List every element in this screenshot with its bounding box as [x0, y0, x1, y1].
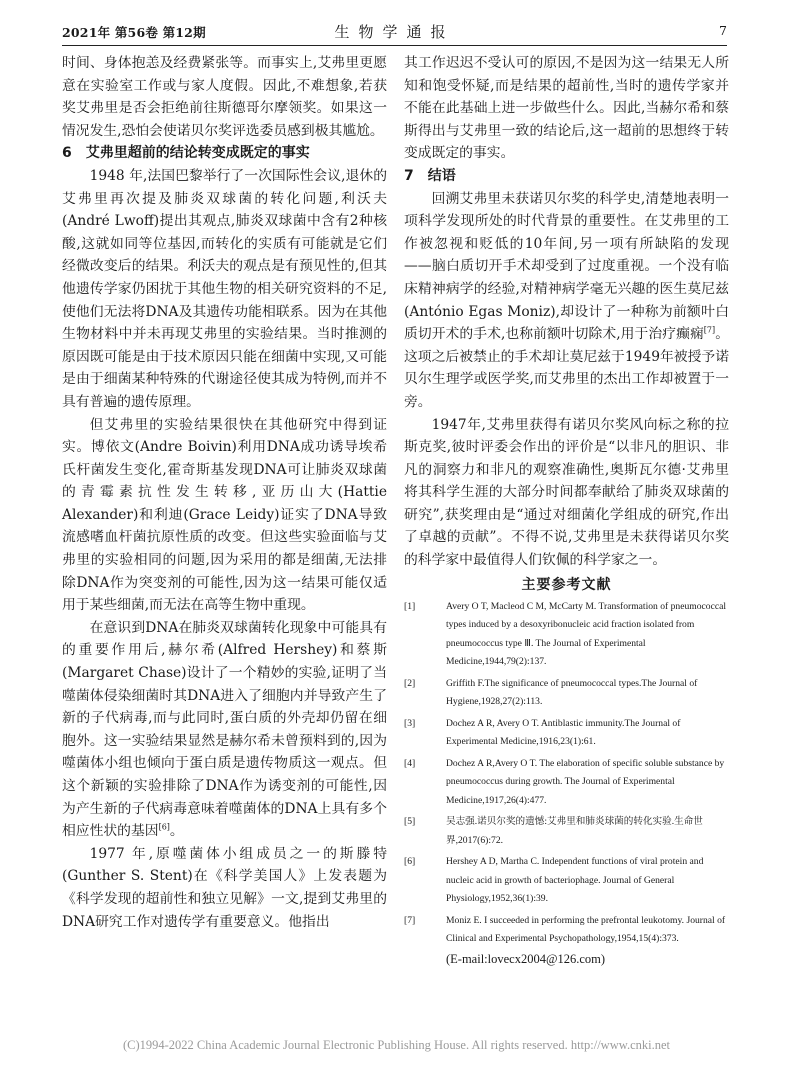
paragraph: 1977 年,原噬菌体小组成员之一的斯滕特(Gunther S. Stent)在《科学美国人》上发表题为《科学发现的超前性和独立见解》一文,提到艾弗里的DNA研究工作对遗传学有重要意义。他指出 [62, 845, 387, 930]
reference-text: Moniz E. I succeeded in performing the prefrontal leukotomy. Journal of Clinical and Experimental Psychopathology,1954,15(4):373. [446, 914, 726, 945]
reference-number: [6] [404, 856, 416, 868]
author-email: (E-mail:lovecx2004@126.com) [446, 951, 606, 966]
paragraph-end: 。这项之后被禁止的手术却让莫尼兹于1949年被授予诺贝尔生理学或医学奖,而艾弗里的杰出工作却被置于一旁。 [404, 326, 729, 410]
reference-number: [5] [404, 816, 416, 828]
reference-item [404, 853, 729, 909]
reference-text: Avery O T, Macleod C M, McCarty M. Transformation of pneumococcal types induced by a desoxyribonucleic acid fraction isolated from pneumococcus type Ⅲ. The Journal of Experimental Medicine,1944,79(2):137. [446, 600, 727, 668]
header-rule [62, 45, 727, 46]
paragraph: 但艾弗里的实验结果很快在其他研究中得到证实。博依文(Andre Boivin)利用DNA成功诱导埃希氏杆菌发生变化,霍奇斯基发现DNA可让肺炎双球菌的青霉素抗性发生转移,亚历山大(Hattie Alexander)和利迪(Grace Leidy)证实了DNA导致流感嗜血杆菌抗原性质的改变。但这些实验面临与艾弗里的实验相同的问题,因为采用的都是细菌,无法排除DNA作为突变剂的可能性,因为这一结果可能仅适用于某些细菌,而无法在高等生物中重现。 [62, 416, 387, 614]
reference-number: [3] [404, 717, 416, 729]
reference-text: Dochez A R,Avery O T. The elaboration of specific soluble substance by pneumococcus during growth. The Journal of Experimental Medicine,1917,26(4):477. [446, 757, 725, 806]
citation: [7] [703, 325, 716, 335]
left-column [62, 52, 387, 933]
copyright-footer: (C)1994-2022 China Academic Journal Electronic Publishing House. All rights reserved. http://www.cnki.net [122, 1038, 670, 1052]
section-heading-7: 7 结语 [404, 167, 456, 184]
section-heading-6: 6 艾弗里超前的结论转变成既定的事实 [62, 145, 310, 162]
reference-number: [1] [404, 600, 416, 612]
paragraph [404, 188, 729, 414]
paragraph: 1947年,艾弗里获得有诺贝尔奖风向标之称的拉斯克奖,彼时评委会作出的评价是“以非凡的胆识、非凡的洞察力和非凡的观察准确性,奥斯瓦尔德·艾弗里将其科学生涯的大部分时间都奉献给了肺炎双球菌的研究”,获奖理由是“通过对细菌化学组成的研究,作出了卓越的贡献”。不得不说,艾弗里是未获得诺贝尔奖的科学家中最值得人们钦佩的科学家之一。 [404, 416, 729, 569]
right-column [404, 52, 729, 967]
reference-text: Dochez A R, Avery O T. Antiblastic immunity.The Journal of Experimental Medicine,1916,23(1):61. [446, 717, 681, 748]
paragraph-end: 。 [169, 823, 184, 840]
reference-item [404, 813, 729, 850]
reference-list [404, 598, 729, 949]
journal-title: 生物学通报 [334, 23, 455, 41]
reference-number: [2] [404, 677, 416, 689]
references-heading: 主要参考文献 [521, 576, 612, 593]
issue-info: 2021年 第56卷 第12期 [62, 25, 206, 40]
paragraph-text: 回溯艾弗里未获诺贝尔奖的科学史,清楚地表明一项科学发现所处的时代背景的重要性。在艾弗里的工作被忽视和贬低的10年间,另一项有所缺陷的发现——脑白质切开手术却受到了过度重视。一个没有临床精神病学的经验,对精神病学毫无兴趣的医生莫尼兹(António Egas Moniz),却设计了一种称为前额叶白质切开术的手术,也称前额叶切除术,用于治疗癫痫 [404, 190, 729, 343]
reference-item [404, 912, 729, 949]
reference-number: [7] [404, 914, 416, 926]
paragraph: 1948 年,法国巴黎举行了一次国际性会议,退休的艾弗里再次提及肺炎双球菌的转化问题,利沃夫(André Lwoff)提出其观点,肺炎双球菌中含有2种核酸,这就如同等位基因,而转化的实质有可能就是它们经微改变后的结果。利沃夫的观点是有预见性的,但其他遗传学家仍困扰于其他生物的相关研究资料的不足,使他们无法将DNA及其遗传功能相联系。因为在其他生物材料中并未再现艾弗里的实验结果。当时推测的原因既可能是由于技术原因只能在细菌中实现,又可能是由于细菌某种特殊的代谢途径使其成为特例,而并不具有普遍的遗传原理。 [62, 167, 387, 410]
citation: [6] [158, 822, 170, 832]
reference-item [404, 755, 729, 811]
paragraph: 其工作迟迟不受认可的原因,不是因为这一结果无人所知和饱受怀疑,而是结果的超前性,当时的遗传学家并不能在此基础上进一步做些什么。因此,当赫尔希和蔡斯得出与艾弗里一致的结论后,这一超前的思想终于转变成既定的事实。 [404, 55, 729, 162]
paragraph: 时间、身体抱恙及经费紧张等。而事实上,艾弗里更愿意在实验室工作或与家人度假。因此,不难想象,若获奖艾弗里是否会拒绝前往斯德哥尔摩领奖。如果这一情况发生,恐怕会使诺贝尔奖评选委员感到极其尴尬。 [62, 55, 387, 139]
page-header [62, 21, 727, 43]
reference-text: 吴志强.诺贝尔奖的遗憾:艾弗里和肺炎球菌的转化实验.生命世界,2017(6):72. [446, 816, 703, 846]
paragraph [62, 617, 387, 843]
paragraph-text: 在意识到DNA在肺炎双球菌转化现象中可能具有的重要作用后,赫尔希(Alfred Hershey)和蔡斯(Margaret Chase)设计了一个精妙的实验,证明了当噬菌体侵染细菌时其DNA进入了细胞内并导致产生了新的子代病毒,而与此同时,蛋白质的外壳却仍留在细胞外。这一实验结果显然是赫尔希未曾预料到的,因为噬菌体小组也倾向于蛋白质是遗传物质这一观点。但这个新颖的实验排除了DNA作为诱变剂的可能性,因为产生新的子代病毒意味着噬菌体的DNA上具有多个相应性状的基因 [62, 619, 387, 840]
reference-text: Hershey A D, Martha C. Independent functions of viral protein and nucleic acid in growth of bacteriophage. Journal of General Physiology,1952,36(1):39. [446, 856, 704, 905]
reference-item [404, 715, 729, 752]
page-number: 7 [719, 23, 727, 38]
reference-number: [4] [404, 757, 416, 769]
reference-text: Griffith F.The significance of pneumococcal types.The Journal of Hygiene,1928,27(2):113. [446, 677, 698, 708]
reference-item [404, 675, 729, 712]
reference-item [404, 598, 729, 672]
